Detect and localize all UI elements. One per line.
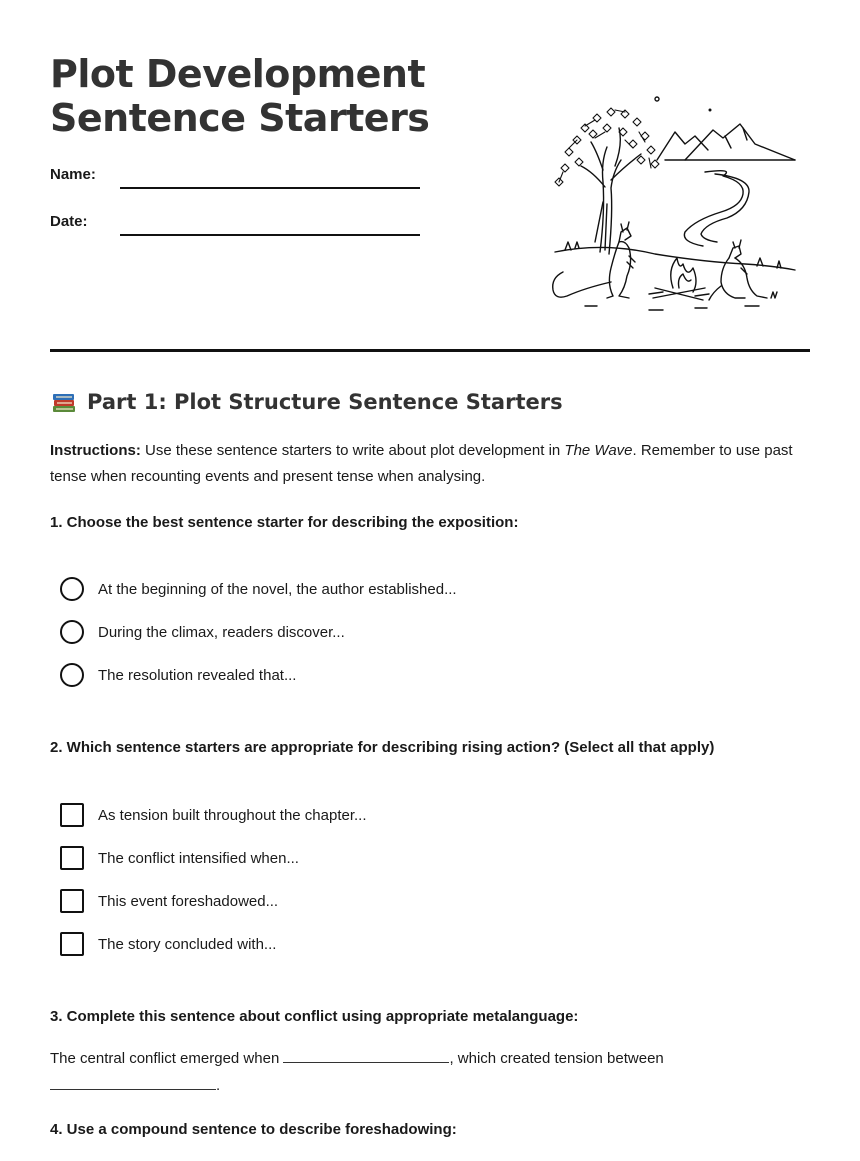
date-field[interactable] xyxy=(120,234,420,236)
q1-option-2[interactable] xyxy=(60,620,345,644)
title-line-2: Sentence Starters xyxy=(50,96,430,140)
section-divider xyxy=(50,349,810,352)
checkbox[interactable] xyxy=(60,932,84,956)
checkbox[interactable] xyxy=(60,803,84,827)
name-field[interactable] xyxy=(120,187,420,189)
radio-button[interactable] xyxy=(60,663,84,687)
radio-button[interactable] xyxy=(60,577,84,601)
q1-option-3[interactable] xyxy=(60,663,296,687)
question-3: 3. Complete this sentence about conflict using appropriate metalanguage: xyxy=(50,1008,579,1025)
option-label: The story concluded with... xyxy=(98,935,277,953)
q2-option-1[interactable] xyxy=(60,803,367,827)
option-label: At the beginning of the novel, the author established... xyxy=(98,580,457,598)
checkbox[interactable] xyxy=(60,889,84,913)
question-4: 4. Use a compound sentence to describe foreshadowing: xyxy=(50,1121,457,1138)
instructions-text-b: . Remember to use past tense when recounting events and present tense when analysing. xyxy=(50,442,793,485)
page-title xyxy=(50,52,429,140)
book-title: The Wave xyxy=(564,442,633,459)
blank-field-2[interactable] xyxy=(50,1075,216,1090)
blank-field-1[interactable] xyxy=(283,1048,449,1063)
part1-heading xyxy=(50,388,563,416)
instructions-text-a: Use these sentence starters to write about plot development in xyxy=(140,442,565,459)
option-label: The conflict intensified when... xyxy=(98,849,299,867)
sentence-part-b: , which created tension between xyxy=(449,1050,664,1067)
option-label: As tension built throughout the chapter... xyxy=(98,806,367,824)
option-label: During the climax, readers discover... xyxy=(98,623,345,641)
title-line-1: Plot Development xyxy=(50,52,426,96)
option-label: This event foreshadowed... xyxy=(98,892,279,910)
date-label: Date: xyxy=(50,213,88,230)
q2-option-2[interactable] xyxy=(60,846,299,870)
instructions-paragraph xyxy=(50,438,810,490)
instructions-label: Instructions: xyxy=(50,442,141,459)
sentence-part-a: The central conflict emerged when xyxy=(50,1050,284,1067)
checkbox[interactable] xyxy=(60,846,84,870)
q3-sentence xyxy=(50,1045,810,1099)
name-label: Name: xyxy=(50,166,96,183)
q2-option-4[interactable] xyxy=(60,932,276,956)
books-icon xyxy=(50,388,78,416)
radio-button[interactable] xyxy=(60,620,84,644)
question-1: 1. Choose the best sentence starter for describing the exposition: xyxy=(50,514,519,531)
part1-title: Part 1: Plot Structure Sentence Starters xyxy=(87,390,563,414)
question-2: 2. Which sentence starters are appropriate for describing rising action? (Select all that apply) xyxy=(50,739,715,756)
q2-option-3[interactable] xyxy=(60,889,278,913)
outback-landscape-illustration xyxy=(545,92,800,314)
q1-option-1[interactable] xyxy=(60,577,457,601)
sentence-end: . xyxy=(216,1077,221,1094)
option-label: The resolution revealed that... xyxy=(98,666,297,684)
